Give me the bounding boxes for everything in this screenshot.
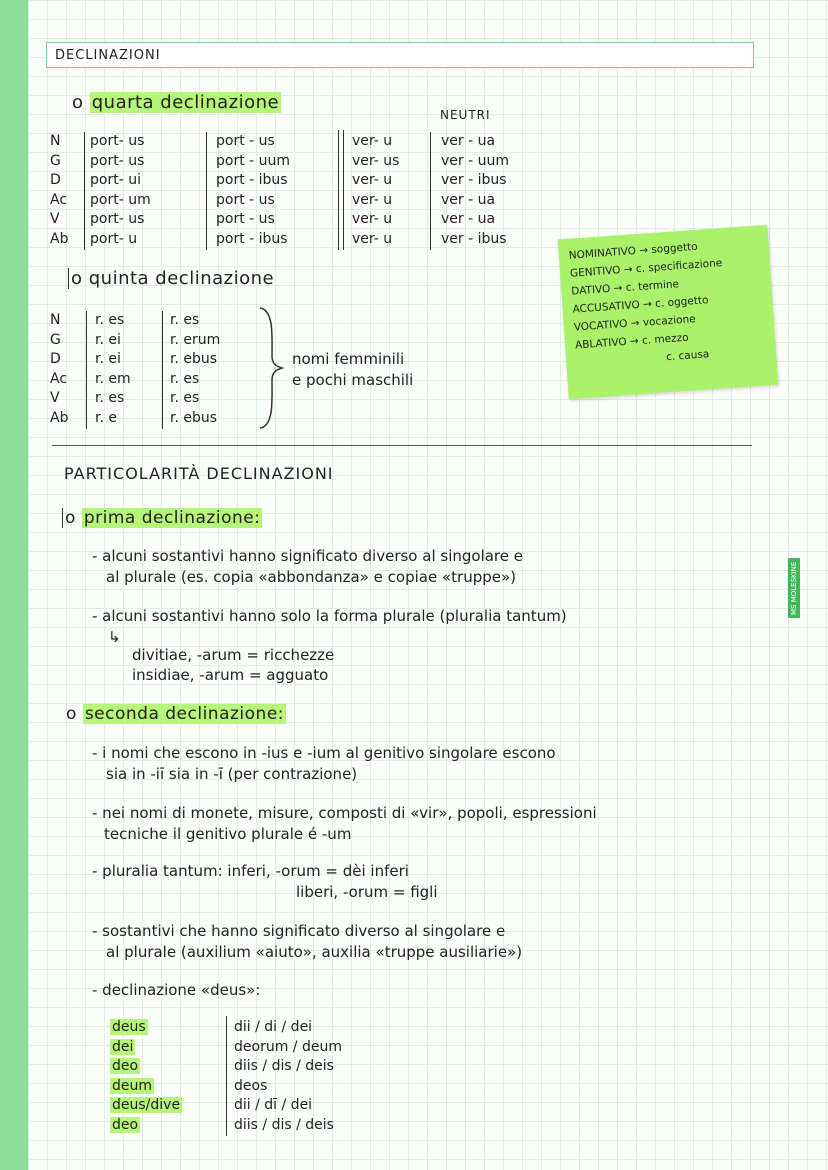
seconda-b2-line1: - nei nomi di monete, misure, composti di «vir», popoli, espressioni [92,804,597,822]
prima-b1-line2: al plurale (es. copia «abbondanza» e copiae «truppe») [106,568,517,586]
quinta-singolare: r. es r. ei r. ei r. em r. es r. e [95,312,131,426]
section-divider [52,445,752,446]
left-color-bar [0,0,28,1170]
deus-divider [226,1016,227,1136]
quarta-divider-2 [206,132,207,250]
seconda-b1-line2: sia in -iī sia in -ī (per contrazione) [106,765,358,783]
seconda-b1-line1: - i nomi che escono in -ius e -ium al genitivo singolare escono [92,744,556,762]
quarta-divider-1 [84,132,85,250]
deus-singolare: deus dei deo deum deus/dive deo [112,1019,181,1133]
quarta-plurale: port - us port - uum port - ibus port - us port - us port - ibus [216,133,291,247]
sticky-line-ablativo: ABLATIVO → c. mezzo [574,331,689,352]
deus-plurale: dii / di / dei deorum / deum diis / dis / deis deos dii / dī / dei diis / dis / deis [234,1019,342,1133]
sticky-line-genitivo: GENITIVO → c. specificazione [569,257,723,280]
seconda-b3-line1: - pluralia tantum: inferi, -orum = dèi inferi [92,862,409,880]
prima-title: o prima declinazione: [62,508,262,528]
particolarita-title: PARTICOLARITÀ DECLINAZIONI [64,464,334,483]
prima-arrow: ↳ [108,628,121,646]
seconda-b4-line1: - sostantivi che hanno significato diverso al singolare e [92,922,506,940]
seconda-b4-line2: al plurale (auxilium «aiuto», auxilia «truppe ausiliarie») [106,943,523,961]
curly-brace-icon [256,306,286,430]
prima-b2-line1: - alcuni sostantivi hanno solo la forma plurale (pluralia tantum) [92,607,567,625]
quarta-title: o quarta declinazione [72,92,280,113]
quinta-plurale: r. es r. erum r. ebus r. es r. es r. ebus [170,312,221,426]
sticky-note [558,225,779,399]
quarta-singolare: port- us port- us port- ui port- um port- us port- u [90,133,151,247]
seconda-b5-line1: - declinazione «deus»: [92,981,261,999]
quarta-divider-3a [338,130,339,250]
prima-ex1: divitiae, -arum = ricchezze [132,646,335,664]
quinta-note-2: e pochi maschili [292,371,414,389]
quinta-note-1: nomi femminili [292,350,405,368]
quinta-divider-1 [86,311,87,429]
quarta-divider-3b [343,130,344,250]
quinta-cases: N G D Ac V Ab [50,312,69,426]
seconda-b3-line2: liberi, -orum = figli [296,883,438,901]
quinta-divider-2 [162,311,163,429]
quinta-title: o quinta declinazione [68,268,274,289]
quarta-neutro-plurale: ver - ua ver - uum ver - ibus ver - ua ver - ua ver - ibus [441,133,509,247]
sticky-line-vocativo: VOCATIVO → vocazione [573,313,697,334]
sticky-line-dativo: DATIVO → c. termine [570,278,680,298]
sticky-line-causa: c. causa [665,348,710,364]
quarta-cases: N G D Ac V Ab [50,133,69,247]
prima-ex2: insidiae, -arum = agguato [132,666,329,684]
page-title: DECLINAZIONI [46,42,754,68]
sticky-line-nominativo: NOMINATIVO → soggetto [568,240,699,262]
neutri-label: NEUTRI [440,108,491,122]
quarta-divider-4 [430,132,431,250]
sticky-line-accusativo: ACCUSATIVO → c. oggetto [572,294,709,316]
prima-b1-line1: - alcuni sostantivi hanno significato diverso al singolare e [92,547,523,565]
quarta-neutro-singolare: ver- u ver- us ver- u ver- u ver- u ver- u [352,133,400,247]
seconda-title: o seconda declinazione: [66,704,285,724]
seconda-b2-line2: tecniche il genitivo plurale é -um [104,825,352,843]
moleskine-logo: MS MOLESKINE [788,558,800,618]
